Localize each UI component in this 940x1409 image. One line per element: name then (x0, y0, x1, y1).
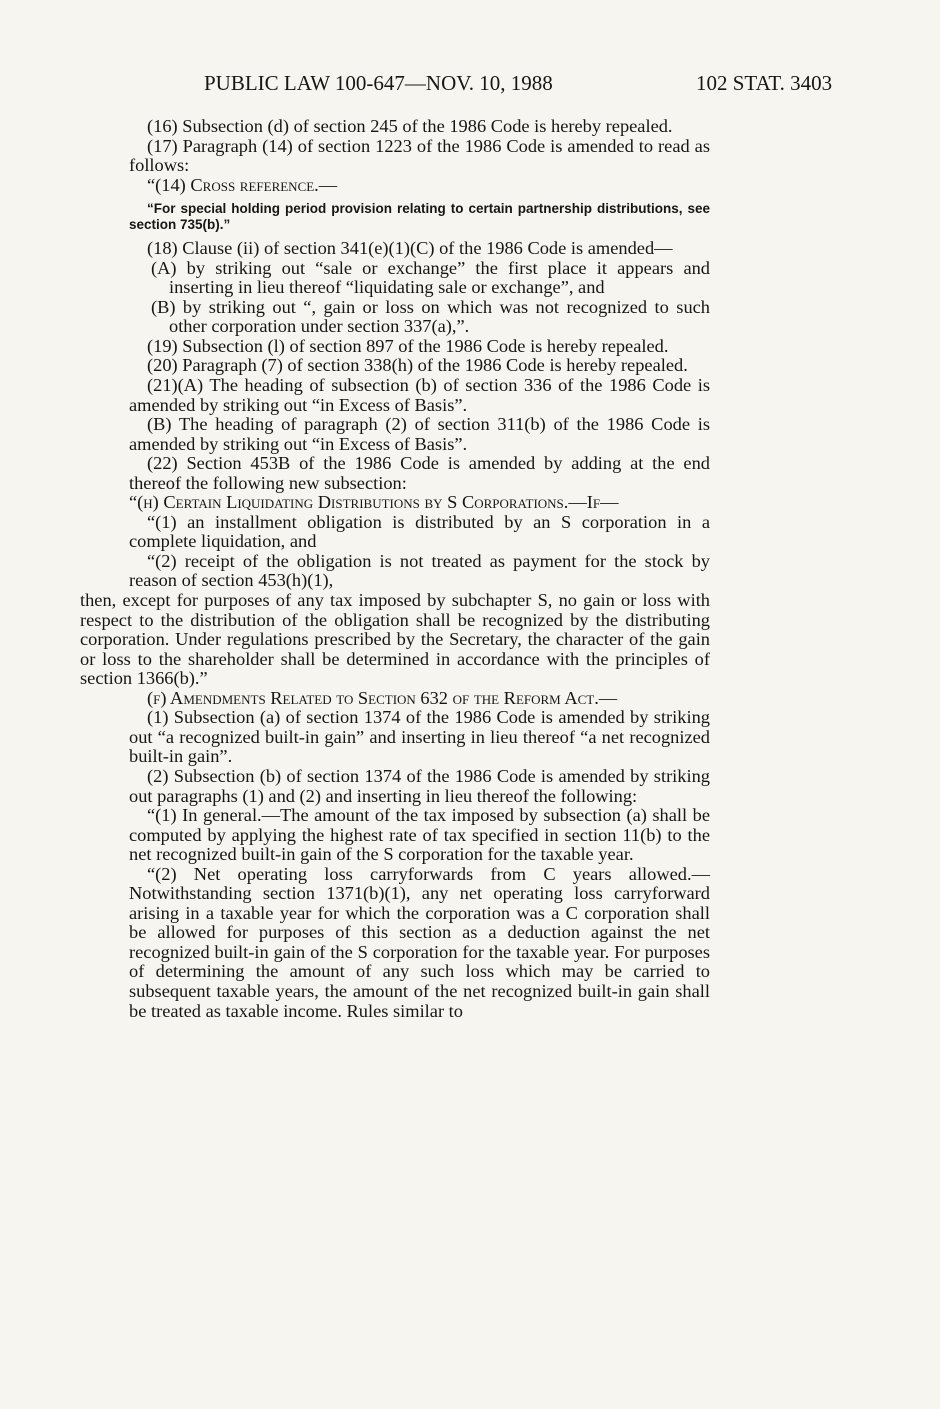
paragraph-20: (20) Paragraph (7) of section 338(h) of the 1986 Code is hereby repealed. (147, 355, 688, 376)
paragraph-17: (17) Paragraph (14) of section 1223 of the 1986 Code is amended to read as follows: (129, 135, 710, 176)
paragraph-f-2-1: “(1) In general.—The amount of the tax imposed by subsection (a) shall be computed by applying the highest rate of tax specified in section 11(b) to the net recognized built-in gain of the S corporation for the taxable year. (129, 805, 710, 865)
paragraph-22-h-1: “(1) an installment obligation is distributed by an S corporation in a complete liquidation, and (129, 511, 710, 552)
paragraph-22-then: then, except for purposes of any tax imposed by subchapter S, no gain or loss with respect to the distribution of the obligation shall be recognized by the distributing corporation. Under regulations prescribed by the Secretary, the character of the gain or loss to the shareholder shall be determined in accordance with the principles of section 1366(b).” (80, 590, 710, 689)
paragraph-18-a: (A) by striking out “sale or exchange” the first place it appears and inserting in lieu thereof “liquidating sale or exchange”, and (151, 257, 710, 298)
paragraph-f-1: (1) Subsection (a) of section 1374 of the 1986 Code is amended by striking out “a recognized built-in gain” and inserting in lieu thereof “a net recognized built-in gain”. (129, 707, 710, 767)
paragraph-21-a: (21)(A) The heading of subsection (b) of section 336 of the 1986 Code is amended by striking out “in Excess of Basis”. (129, 375, 710, 415)
paragraph-18: (18) Clause (ii) of section 341(e)(1)(C) of the 1986 Code is amended— (147, 238, 673, 259)
paragraph-f-2-2: “(2) Net operating loss carryforwards from C years allowed.—Notwithstanding section 1371(b)(1), any net operating loss carryforward arising in a taxable year for which the corporation was a C corporation shall be allowed for purposes of this section as a deduction against the net recognized built-in gain of the S corporation for the taxable year. For purposes of determining the amount of any such loss which may be carried to subsequent taxable years, the amount of the net recognized built-in gain shall be treated as taxable income. Rules similar to (129, 863, 710, 1021)
paragraph-21-b: (B) The heading of paragraph (2) of section 311(b) of the 1986 Code is amended by striking out “in Excess of Basis”. (129, 414, 710, 454)
paragraph-16: (16) Subsection (d) of section 245 of the 1986 Code is hereby repealed. (147, 116, 673, 136)
document-body (80, 116, 710, 1021)
paragraph-19: (19) Subsection (l) of section 897 of the 1986 Code is hereby repealed. (147, 335, 669, 356)
paragraph-17-heading: “(14) Cross reference.— (147, 174, 338, 195)
paragraph-22-h-2: “(2) receipt of the obligation is not treated as payment for the stock by reason of section 453(h)(1), (129, 550, 710, 591)
paragraph-f-2: (2) Subsection (b) of section 1374 of the 1986 Code is amended by striking out paragraphs (1) and (2) and inserting in lieu thereof the following: (129, 765, 710, 806)
paragraph-17-note: “For special holding period provision relating to certain partnership distributions, see section 735(b).” (129, 201, 710, 233)
subsection-f-heading: (f) Amendments Related to Section 632 of the Reform Act.— (147, 687, 618, 708)
header-title: PUBLIC LAW 100-647—NOV. 10, 1988 (204, 71, 553, 95)
paragraph-22-h: “(h) Certain Liquidating Distributions by S Corporations.—If— (129, 492, 619, 513)
running-header (0, 68, 940, 98)
statute-page-number: 102 STAT. 3403 (696, 71, 833, 95)
paragraph-22: (22) Section 453B of the 1986 Code is amended by adding at the end thereof the following new subsection: (129, 453, 710, 493)
paragraph-18-b: (B) by striking out “, gain or loss on which was not recognized to such other corporation under section 337(a),”. (151, 296, 710, 337)
